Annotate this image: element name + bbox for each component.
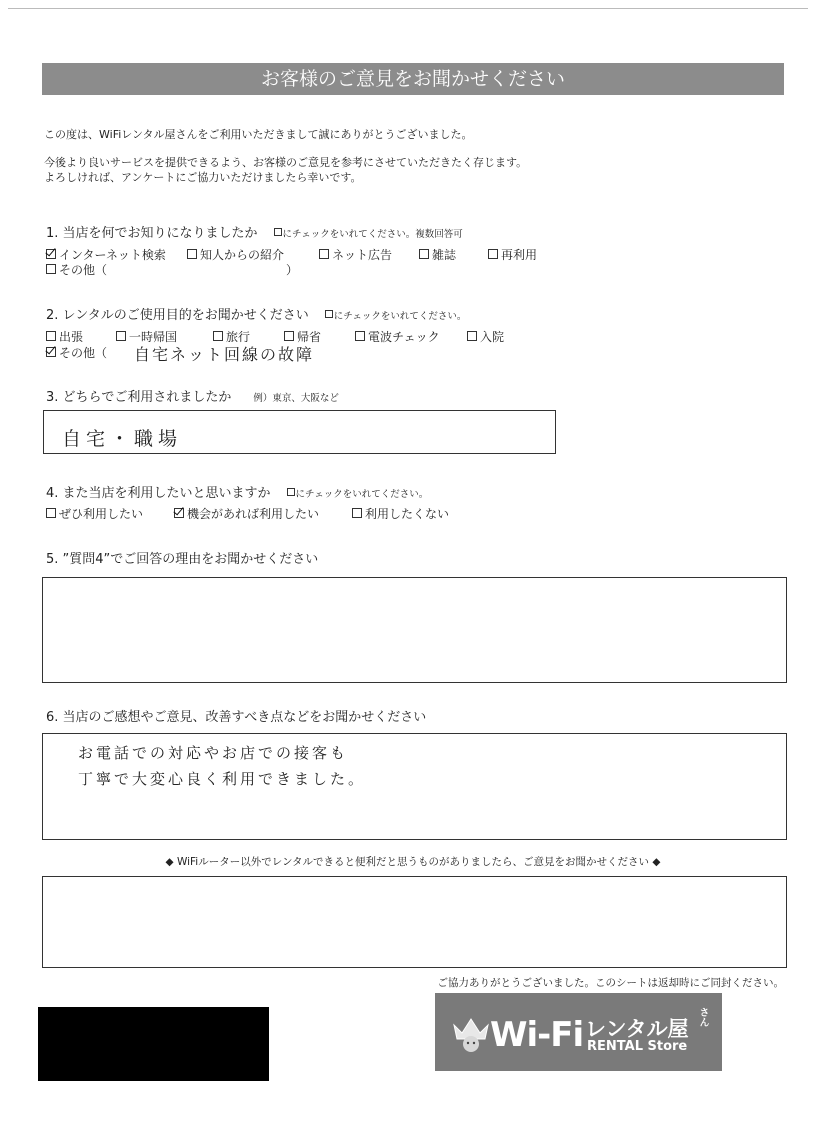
q1-option-label: ネット広告 — [332, 248, 393, 262]
q6-answer-line-2: 丁寧で大変心良く利用できました。 — [78, 770, 367, 788]
q3-question: 3. どちらでご利用されましたか — [46, 390, 232, 405]
q1-option-label: 再利用 — [501, 248, 538, 262]
checkbox-checked-icon[interactable] — [174, 508, 184, 518]
q1-option-label: 知人からの紹介 — [200, 248, 285, 262]
q6-label: 6. 当店のご感想やご意見、改善すべき点などをお聞かせください — [46, 710, 427, 725]
checkbox-icon[interactable] — [284, 331, 294, 341]
redacted-area — [38, 1007, 269, 1081]
q2-note-wrap — [325, 311, 467, 322]
q1-option-other[interactable] — [46, 263, 107, 277]
logo-rental-store: RENTAL Store — [587, 1039, 688, 1054]
checkbox-icon[interactable] — [319, 249, 329, 259]
q2-note: にチェックをいれてください。 — [333, 311, 467, 322]
checkbox-icon[interactable] — [488, 249, 498, 259]
checkbox-sample-icon — [287, 488, 295, 496]
q1-option-label: インターネット検索 — [59, 248, 166, 262]
checkbox-icon[interactable] — [46, 508, 56, 518]
checkbox-icon[interactable] — [46, 331, 56, 341]
q2-question: 2. レンタルのご使用目的をお聞かせください — [46, 308, 309, 323]
q1-option-0[interactable] — [46, 248, 166, 262]
q4-option-0[interactable] — [46, 507, 143, 521]
page-title: お客様のご意見をお聞かせください — [42, 63, 784, 95]
q1-option-label: 雑誌 — [432, 248, 457, 262]
top-rule — [8, 8, 808, 9]
q1-question: 1. 当店を何でお知りになりましたか — [46, 226, 258, 241]
q1-option-4[interactable] — [488, 248, 537, 262]
q2-option-other[interactable] — [46, 346, 107, 360]
q1-label — [46, 222, 463, 241]
intro-line-1: この度は、WiFiレンタル屋さんをご利用いただきまして誠にありがとうございました。 — [44, 128, 473, 141]
q2-option-label: 一時帰国 — [129, 330, 178, 344]
q4-option-label: 機会があれば利用したい — [187, 507, 320, 521]
q2-option-0[interactable] — [46, 330, 83, 344]
q2-option-label: 出張 — [59, 330, 84, 344]
crown-mascot-icon — [450, 1013, 492, 1053]
logo-rental-ya: レンタル屋 — [585, 1017, 689, 1041]
q1-other-label: その他（ — [59, 263, 108, 277]
q2-option-label: 帰省 — [297, 330, 322, 344]
checkbox-icon[interactable] — [187, 249, 197, 259]
q4-option-label: 利用したくない — [365, 507, 450, 521]
q7-label: ◆ WiFiルーター以外でレンタルできると便利だと思うものがありましたら、ご意見をお聞かせください ◆ — [165, 856, 661, 868]
q1-other-close: ） — [286, 263, 299, 277]
q1-note: にチェックをいれてください。複数回答可 — [282, 229, 463, 240]
intro-line-2: 今後より良いサービスを提供できるよう、お客様のご意見を参考にさせていただきたく存じます。 — [44, 156, 528, 169]
q6-answer-line-1: お電話での対応やお店での接客も — [78, 744, 349, 762]
q1-option-3[interactable] — [419, 248, 456, 262]
q1-note-wrap — [274, 229, 463, 240]
checkbox-checked-icon[interactable] — [46, 347, 56, 357]
checkbox-icon[interactable] — [116, 331, 126, 341]
q3-answer: 自宅・職場 — [62, 428, 183, 450]
q3-label — [46, 386, 339, 405]
q4-question: 4. また当店を利用したいと思いますか — [46, 486, 271, 501]
checkbox-icon[interactable] — [355, 331, 365, 341]
checkbox-sample-icon — [274, 228, 282, 236]
q7-answer-box[interactable] — [42, 876, 787, 968]
checkbox-icon[interactable] — [467, 331, 477, 341]
checkbox-icon[interactable] — [46, 264, 56, 274]
q1-option-2[interactable] — [319, 248, 392, 262]
closing-text: ご協力ありがとうございました。このシートは返却時にご同封ください。 — [437, 977, 784, 989]
q3-example: 例）東京、大阪など — [253, 393, 339, 404]
q4-label — [46, 482, 428, 501]
checkbox-icon[interactable] — [352, 508, 362, 518]
q5-answer-box[interactable] — [42, 577, 787, 683]
q4-option-1[interactable] — [174, 507, 319, 521]
q2-other-handwritten: 自宅ネット回線の故障 — [134, 345, 315, 364]
q2-option-label: 旅行 — [226, 330, 251, 344]
q2-option-label: 電波チェック — [368, 330, 440, 344]
checkbox-icon[interactable] — [419, 249, 429, 259]
logo-san: さん — [697, 1007, 708, 1027]
q1-option-1[interactable] — [187, 248, 284, 262]
q4-note: にチェックをいれてください。 — [295, 489, 429, 500]
q4-option-2[interactable] — [352, 507, 449, 521]
intro-line-3: よろしければ、アンケートにご協力いただけましたら幸いです。 — [44, 171, 362, 184]
q2-label — [46, 304, 466, 323]
q4-note-wrap — [287, 489, 429, 500]
q5-label: 5. ”質問4”でご回答の理由をお聞かせください — [46, 552, 319, 567]
q2-other-label: その他（ — [59, 346, 108, 360]
brand-logo — [435, 993, 722, 1071]
checkbox-icon[interactable] — [213, 331, 223, 341]
checkbox-sample-icon — [325, 310, 333, 318]
q4-option-label: ぜひ利用したい — [59, 507, 144, 521]
logo-wifi: Wi-Fi — [490, 1015, 584, 1055]
checkbox-checked-icon[interactable] — [46, 249, 56, 259]
q2-option-5[interactable] — [467, 330, 504, 344]
q2-option-label: 入院 — [480, 330, 505, 344]
q2-option-4[interactable] — [355, 330, 440, 344]
